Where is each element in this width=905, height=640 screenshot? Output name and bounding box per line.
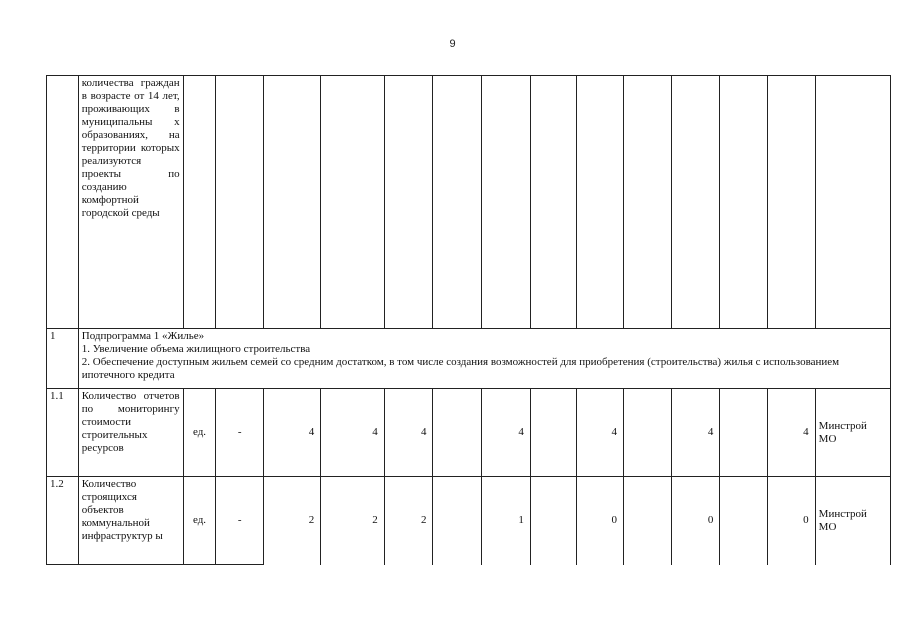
subprogram-title: Подпрограмма 1 «Жилье» [81, 330, 205, 342]
row-value-6 [530, 477, 577, 565]
row-base-value: - [216, 389, 264, 477]
cell-empty [183, 76, 216, 329]
subprogram-number: 1 [47, 329, 79, 389]
cell-empty [720, 76, 768, 329]
row-value-8 [624, 389, 672, 477]
cell-num-empty [47, 76, 79, 329]
row-value-4 [433, 389, 482, 477]
row-value-1: 2 [264, 477, 321, 565]
row-unit: ед. [183, 389, 216, 477]
row-unit: ед. [183, 477, 216, 565]
row-value-8 [624, 477, 672, 565]
row-value-1: 4 [264, 389, 321, 477]
cell-empty [216, 76, 264, 329]
table-row [47, 477, 891, 565]
row-value-6 [530, 389, 577, 477]
indicators-table [46, 75, 891, 565]
subprogram-goal-2: 2. Обеспечение доступным жильем семей со средним достатком, в том числе создания возможностей для приобретения (строительства) жилья с использованием ипотечного кредита [81, 356, 840, 381]
row-number: 1.1 [47, 389, 79, 477]
row-value-5: 1 [482, 477, 531, 565]
row-indicator-name: Количество строящихся объектов коммунальной инфраструктур ы [78, 477, 183, 565]
indicator-name-continued: количества граждан в возрасте от 14 лет, проживающих в муниципальны х образованиях, на территории которых реализуются проекты по созданию комфортной городской среды [78, 76, 183, 329]
row-responsible: Минстрой МО [815, 389, 890, 477]
row-value-7: 0 [577, 477, 624, 565]
row-responsible: Минстрой МО [815, 477, 890, 565]
row-value-11: 0 [768, 477, 816, 565]
row-base-value: - [216, 477, 264, 565]
table-row [47, 389, 891, 477]
cell-empty [768, 76, 816, 329]
subprogram-goal-1: 1. Увеличение объема жилищного строительства [81, 343, 311, 355]
row-value-5: 4 [482, 389, 531, 477]
cell-empty [815, 76, 890, 329]
row-value-4 [433, 477, 482, 565]
cell-empty [577, 76, 624, 329]
row-value-9: 4 [671, 389, 720, 477]
cell-empty [433, 76, 482, 329]
subprogram-header [78, 329, 890, 389]
row-value-9: 0 [671, 477, 720, 565]
row-number: 1.2 [47, 477, 79, 565]
continuation-row [47, 76, 891, 329]
row-value-3: 2 [384, 477, 433, 565]
cell-empty [530, 76, 577, 329]
cell-empty [264, 76, 321, 329]
cell-empty [482, 76, 531, 329]
row-value-3: 4 [384, 389, 433, 477]
row-value-2: 2 [321, 477, 385, 565]
cell-empty [624, 76, 672, 329]
row-indicator-name: Количество отчетов по мониторингу стоимости строительных ресурсов [78, 389, 183, 477]
page-number: 9 [449, 38, 456, 50]
row-value-2: 4 [321, 389, 385, 477]
cell-empty [384, 76, 433, 329]
subprogram-row [47, 329, 891, 389]
row-value-10 [720, 389, 768, 477]
row-value-7: 4 [577, 389, 624, 477]
row-value-11: 4 [768, 389, 816, 477]
cell-empty [671, 76, 720, 329]
row-value-10 [720, 477, 768, 565]
cell-empty [321, 76, 385, 329]
